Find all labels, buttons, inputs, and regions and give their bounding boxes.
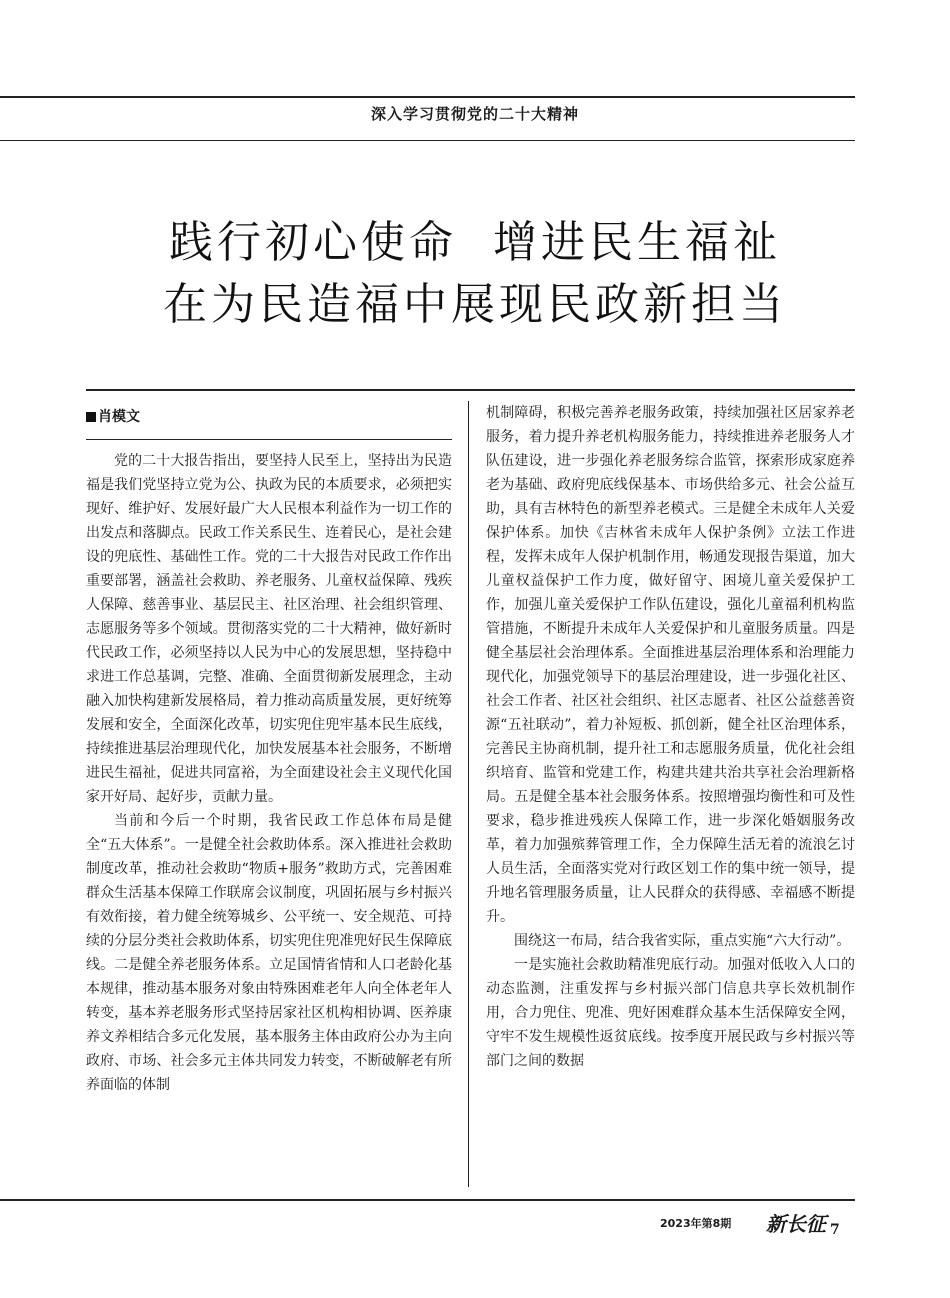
author-rule (86, 439, 452, 440)
top-rule (0, 96, 855, 98)
paragraph-continuation: 机制障碍，积极完善养老服务政策，持续加强社区居家养老服务，着力提升养老机构服务能力，持续推进养老服务人才队伍建设，进一步强化养老服务综合监管，探索形成家庭养老为基础、政府兜底线保基本、市场供给多元、社会公益互助，具有吉林特色的新型养老模式。三是健全未成年人关爱保护体系。加快《吉林省未成年人保护条例》立法工作进程，发挥未成年人保护机制作用，畅通发现报告渠道，加大儿童权益保护工作力度，做好留守、困境儿童关爱保护工作，加强儿童关爱保护工作队伍建设，强化儿童福利机构监管措施，不断提升未成年人关爱保护和儿童服务质量。四是健全基层社会治理体系。全面推进基层治理体系和治理能力现代化，加强党领导下的基层治理建设，进一步强化社区、社会工作者、社区社会组织、社区志愿者、社区公益慈善资源“五社联动”，着力补短板、抓创新，健全社区治理体系，完善民主协商机制，提升社工和志愿服务质量，优化社会组织培育、监管和党建工作，构建共建共治共享社会治理新格局。五是健全基本社会服务体系。按照增强均衡性和可及性要求，稳步推进残疾人保障工作，进一步深化婚姻服务改革，着力加强殡葬管理工作，全力保障生活无着的流浪乞讨人员生活，全面落实党对行政区划工作的集中统一领导，提升地名管理服务质量，让人民群众的获得感、幸福感不断提升。 (486, 405, 855, 925)
title-line-2: 在为民造福中展现民政新担当 (163, 279, 787, 330)
author-name: 肖模文 (98, 409, 140, 425)
running-head: 深入学习贯彻党的二十大精神 (370, 105, 579, 123)
issue-label: 2023年第8期 (660, 1217, 732, 1230)
section-rule (86, 389, 855, 391)
author-byline (86, 406, 140, 426)
paragraph: 当前和今后一个时期，我省民政工作总体布局是健全“五大体系”。一是健全社会救助体系。深入推进社会救助制度改革，推动社会救助“物质+服务”救助方式，完善困难群众生活基本保障工作联席会议制度，巩固拓展与乡村振兴有效衔接，着力健全统筹城乡、公平统一、安全规范、可持续的分层分类社会救助体系，切实兜住兜准兜好民生保障底线。二是健全养老服务体系。立足国情省情和人口老龄化基本规律，推动基本服务对象由特殊困难老年人向全体老年人转变，基本养老服务形式坚持居家社区机构相协调、医养康养文养相结合多元化发展，基本服务主体由政府公办为主向政府、市场、社会多元主体共同发力转变，不断破解老有所养面临的体制 (86, 813, 452, 1093)
byline-square-icon (86, 412, 96, 422)
paragraph (486, 953, 855, 1073)
right-column (486, 401, 855, 1073)
bottom-rule (0, 1199, 855, 1201)
title-line-1: 践行初心使命 增进民生福祉 (169, 217, 781, 268)
column-divider (468, 401, 469, 1187)
magazine-logo: 新长征 (766, 1212, 826, 1236)
paragraph-text: 加强对低收入人口的动态监测，注重发挥与乡村振兴部门信息共享长效机制作用，合力兜住、兜准、兜好困难群众基本生活保障安全网，守牢不发生规模性返贫底线。按季度开展民政与乡村振兴等部门之间的数据 (486, 957, 856, 1069)
left-column (86, 449, 452, 1097)
page-number: 7 (830, 1222, 840, 1238)
emphasis-heading: 一是实施社会救助精准兜底行动。 (514, 957, 728, 973)
paragraph: 围绕这一布局，结合我省实际，重点实施“六大行动”。 (514, 933, 851, 949)
paragraph: 党的二十大报告指出，要坚持人民至上，坚持出为民造福是我们党坚持立党为公、执政为民的本质要求，必须把实现好、维护好、发展好最广大人民根本利益作为一切工作的出发点和落脚点。民政工作关系民生、连着民心，是社会建设的兜底性、基础性工作。党的二十大报告对民政工作作出重要部署，涵盖社会救助、养老服务、儿童权益保障、残疾人保障、慈善事业、基层民主、社区治理、社会组织管理、志愿服务等多个领域。贯彻落实党的二十大精神，做好新时代民政工作，必须坚持以人民为中心的发展思想，坚持稳中求进工作总基调，完整、准确、全面贯彻新发展理念，主动融入加快构建新发展格局，着力推动高质量发展，更好统筹发展和安全，全面深化改革，切实兜住兜牢基本民生底线，持续推进基层治理现代化，加快发展基本社会服务，不断增进民生福祉，促进共同富裕，为全面建设社会主义现代化国家开好局、起好步，贡献力量。 (86, 453, 452, 805)
running-head-rule (0, 140, 855, 141)
